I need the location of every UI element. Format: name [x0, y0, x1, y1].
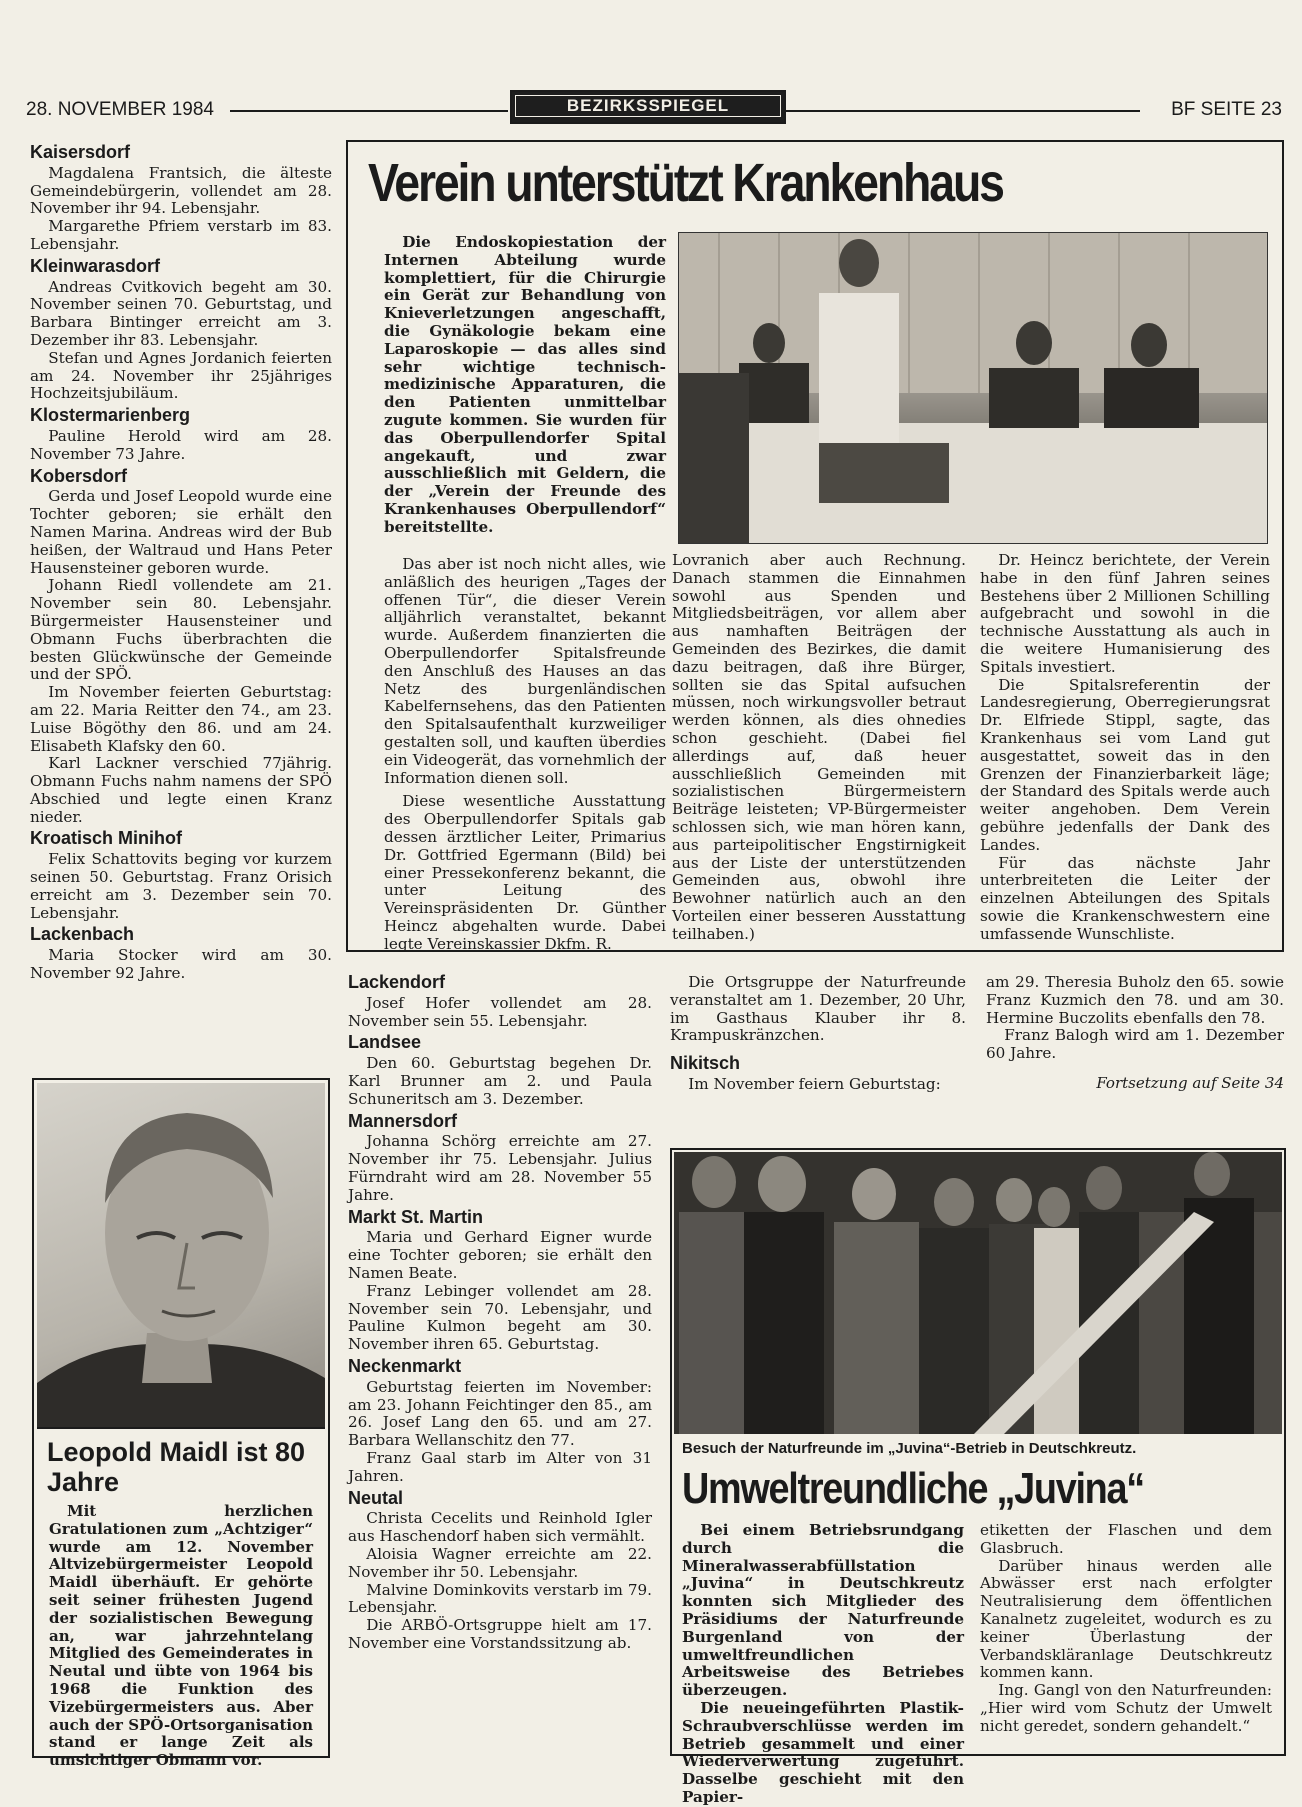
nikitsch-continuation	[986, 974, 1284, 1093]
notice-text: Maria Stocker wird am 30. November 92 Jahre.	[30, 946, 332, 983]
hospital-headline: Verein unterstützt Krankenhaus	[368, 153, 1003, 213]
entry-kobersdorf	[30, 465, 332, 827]
entry-mannersdorf	[348, 1110, 652, 1205]
continued-note[interactable]: Fortsetzung auf Seite 34	[1096, 1073, 1284, 1092]
maidl-body	[37, 1497, 325, 1770]
header-rule-right	[784, 110, 1140, 112]
body-text: Bei einem Betriebsrundgang durch die Mineralwasserabfüllstation „Juvina“ in Deutschkreutz konnten sich Mitglieder des Präsidiums der Naturfreunde Burgenland von der umweltfreundlichen Arbeitsweise des Betriebes überzeugen.	[682, 1521, 964, 1700]
body-text: Lovranich aber auch Rechnung. Danach stammen die Einnahmen sowohl aus Spenden und Mitgliedsbeiträgen, vor allem aber aus namhaften Beiträgen der Gemeinden des Bezirkes, die damit dazu beitragen, daß ihre Bürger, sollten sie das Spital aufsuchen müssen, noch wirkungsvoller betraut werden können, als dies ohnedies schon geschieht. (Dabei fiel allerdings auf, daß heuer ausschließlich Gemeinden mit sozialistischen Bürgermeistern Beiträge leisteten; VP-Bürgermeister schlossen sich, wie man hören kann, aus parteipolitischer Engstirnigkeit aus der Liste der unterstützenden Gemeinden aus, obwohl ihre Bewohner natürlich auch an den Vorteilen einer besseren Ausstattung teilhaben.)	[672, 551, 966, 943]
notice-text: Franz Balogh wird am 1. Dezember 60 Jahre.	[986, 1026, 1284, 1063]
body-text: Dr. Heincz berichtete, der Verein habe in den fünf Jahren seines Bestehens über 2 Millionen Schilling aufgebracht und sowohl in die technische Ausstattung als auch in die weitere Humanisierung des Spitals investiert.	[980, 551, 1270, 676]
place-heading: Landsee	[348, 1032, 422, 1053]
entry-lackenbach	[30, 926, 332, 982]
hospital-column-3	[980, 552, 1270, 944]
place-heading: Klostermarienberg	[30, 405, 191, 426]
place-heading: Markt St. Martin	[348, 1206, 484, 1227]
notice-text: Maria und Gerhard Eigner wurde eine Tochter geboren; sie erhält den Namen Beate.	[348, 1228, 652, 1282]
place-heading: Kroatisch Minihof	[30, 828, 182, 849]
entry-kleinwarasdorf	[30, 255, 332, 403]
notice-text: Felix Schattovits beging vor kurzem seinen 50. Geburtstag. Franz Orisich erreicht am 3. Dezember sein 70. Lebensjahr.	[30, 850, 332, 922]
maidl-text: Mit herzlichen Gratulationen zum „Achtziger“ wurde am 12. November Altvizebürgermeister Leopold Maidl überhäuft. Er gehörte seit seiner frühesten Jugend der sozialistischen Bewegung an, war jahrzehntelang Mitglied des Gemeinderates in Neutal und übte von 1964 bis 1968 die Funktion des Vizebürgermeisters aus. Aber auch der SPÖ-Ortsorganisation stand er lange Zeit als umsichtiger Obmann vor.	[49, 1502, 313, 1770]
press-conference-photo	[678, 232, 1268, 544]
entry-kroatisch-minihof	[30, 830, 332, 922]
body-text: Das aber ist noch nicht alles, wie anläßlich des heurigen „Tages der offenen Tür“, die dieser Verein alljährlich veranstaltet, bekannt wurde. Außerdem finanzierten die Oberpullendorfer Spitalsfreunde den Anschluß des Hauses an das Netz des burgenländischen Kabelfernsehens, das den Patienten den Spitalsaufenthalt kurzweiliger gestalten soll, und kauften überdies ein Videogerät, das vornehmlich der Information dienen soll.	[384, 555, 666, 787]
page-number: BF SEITE 23	[1171, 99, 1282, 120]
notice-text: Franz Lebinger vollendet am 28. November sein 70. Lebensjahr, und Pauline Kulmon begeht am 30. November ihren 65. Geburtstag.	[348, 1281, 652, 1354]
body-text: etiketten der Flaschen und dem Glasbruch.	[980, 1521, 1272, 1557]
mid-column	[348, 970, 652, 1653]
hospital-article	[346, 140, 1284, 952]
place-heading: Lackenbach	[30, 924, 135, 945]
section-banner	[510, 90, 786, 124]
entry-landsee	[348, 1034, 652, 1108]
notice-text: Franz Gaal starb im Alter von 31 Jahren.	[348, 1448, 652, 1485]
notice-text: Karl Lackner verschied 77jährig. Obmann Fuchs nahm namens der SPÖ Abschied und legte einen Kranz nieder.	[30, 754, 332, 826]
notice-text: Stefan und Agnes Jordanich feierten am 24. November ihr 25jähriges Hochzeitsjubiläum.	[30, 348, 332, 403]
place-heading: Neutal	[348, 1487, 404, 1508]
notice-text: am 29. Theresia Buholz den 65. sowie Franz Kuzmich den 78. und am 30. Hermine Buczolits ebenfalls den 78.	[986, 973, 1284, 1027]
hospital-column-2	[672, 552, 966, 944]
entry-markt-st-martin	[348, 1206, 652, 1354]
maidl-headline: Leopold Maidl ist 80 Jahre	[47, 1437, 306, 1497]
juvina-column-2	[980, 1522, 1272, 1736]
hospital-column-1	[384, 556, 666, 954]
place-heading: Kaisersdorf	[30, 142, 131, 162]
section-title: BEZIRKSSPIEGEL	[515, 95, 781, 117]
place-heading: Mannersdorf	[348, 1110, 458, 1131]
factory-visit-photo	[674, 1152, 1282, 1434]
place-heading: Kleinwarasdorf	[30, 255, 161, 276]
notice-text: Josef Hofer vollendet am 28. November sein 55. Lebensjahr.	[348, 993, 652, 1030]
notice-text: Johann Riedl vollendete am 21. November sein 80. Lebensjahr. Bürgermeister Hausensteiner und Obmann Fuchs überbrachten die besten Glückwünsche der Gemeinde und der SPÖ.	[30, 576, 332, 684]
notice-text: Malvine Dominkovits verstarb im 79. Lebensjahr.	[348, 1580, 652, 1617]
notice-text: Im November feiern Geburtstag:	[688, 1074, 941, 1093]
entry-lackendorf	[348, 974, 652, 1030]
body-text: Die Spitalsreferentin der Landesregierung, Oberregierungsrat Dr. Elfriede Stippl, sagte, das Krankenhaus sei vom Land gut ausgestattet, soweit das in den Grenzen der Finanzierbarkeit läge; der Standard des Spitals werde auch weiter angehoben. Dem Verein gebühre jedenfalls der Dank des Landes.	[980, 675, 1270, 854]
body-text: Diese wesentliche Ausstattung des Oberpullendorfer Spitals gab dessen ärztlicher Leiter, Primarius Dr. Gottfried Egermann (Bild) bei einer Pressekonferenz bekannt, die unter Leitung des Vereinspräsidenten Dr. Günther Heincz abgehalten wurde. Dabei legte Vereinskassier Dkfm. R.	[384, 792, 666, 953]
place-heading: Kobersdorf	[30, 465, 128, 486]
left-column	[30, 140, 332, 983]
entry-kaisersdorf	[30, 144, 332, 254]
entry-neutal	[348, 1487, 652, 1653]
maidl-text-box	[37, 1427, 325, 1770]
notice-text: Gerda und Josef Leopold wurde eine Tochter geboren; sie erhält den Namen Marina. Andreas wird der Bub heißen, der Waltraud und Hans Peter Hausensteiner geboren wurde.	[30, 487, 332, 577]
notice-text: Aloisia Wagner erreichte am 22. November ihr 50. Lebensjahr.	[348, 1544, 652, 1581]
place-heading: Nikitsch	[670, 1053, 741, 1074]
juvina-article	[670, 1148, 1286, 1806]
notice-text: Johanna Schörg erreichte am 27. November ihr 75. Lebensjahr. Julius Fürndraht wird am 28. November 55 Jahre.	[348, 1132, 652, 1204]
body-text: Die neueingeführten Plastik-Schraubverschlüsse werden im Betrieb gesammelt und einer Wiederverwertung zugeführt. Dasselbe geschieht mit den Papier-	[682, 1698, 964, 1806]
entry-klostermarienberg	[30, 407, 332, 463]
notice-text: Margarethe Pfriem verstarb im 83. Lebensjahr.	[30, 217, 332, 253]
lead-text: Die Endoskopiestation der Internen Abteilung wurde komplettiert, für die Chirurgie ein Gerät zur Behandlung von Knieverletzungen angeschafft, die Gynäkologie bekam eine Laparoskopie — das alles sind sehr wichtige technisch-medizinische Apparaturen, die den Patienten unmittelbar zugute kommen. Sie wurden für das Oberpullendorfer Spital angekauft, und zwar ausschließlich mit Geldern, die der „Verein der Freunde des Krankenhauses Oberpullendorf“ bereitstellte.	[384, 233, 666, 536]
place-heading: Neckenmarkt	[348, 1355, 462, 1376]
body-text: Ing. Gangl von den Naturfreunden: „Hier wird vom Schutz der Umwelt nicht geredet, sondern gehandelt.“	[980, 1681, 1272, 1735]
photo-caption: Besuch der Naturfreunde im „Juvina“-Betrieb in Deutschkreutz.	[682, 1440, 1137, 1457]
notice-text: Die Ortsgruppe der Naturfreunde veranstaltet am 1. Dezember, 20 Uhr, im Gasthaus Klauber ihr 8. Krampuskränzchen.	[670, 973, 966, 1045]
notice-text: Christa Cecelits und Reinhold Igler aus Haschendorf haben sich vermählt.	[348, 1509, 652, 1546]
body-text: Darüber hinaus werden alle Abwässer erst nach erfolgter Neutralisierung dem öffentlichen Kanalnetz zugeleitet, wodurch es zu keiner Überlastung der Verbandskläranlage Deutschkreutz kommen kann.	[980, 1556, 1272, 1682]
notice-text: Geburtstag feierten im November: am 23. Johann Feichtinger den 85., am 26. Josef Lang den 65. und am 27. Barbara Wellanschitz den 77.	[348, 1377, 652, 1450]
juvina-column-1	[682, 1522, 964, 1807]
notice-text: Die ARBÖ-Ortsgruppe hielt am 17. November eine Vorstandssitzung ab.	[348, 1616, 652, 1652]
factory-visit-illustration	[674, 1152, 1282, 1434]
portrait-illustration	[37, 1083, 325, 1427]
notice-text: Den 60. Geburtstag begehen Dr. Karl Brunner am 2. und Paula Schuneritsch am 3. Dezember.	[348, 1054, 652, 1108]
notice-text: Andreas Cvitkovich begeht am 30. November seinen 70. Geburtstag, und Barbara Bintinger erreicht am 3. Dezember ihr 83. Lebensjahr.	[30, 277, 332, 349]
hospital-lead	[384, 234, 666, 537]
body-text: Für das nächste Jahr unterbreiteten die Leiter der einzelnen Abteilungen des Spitals sowie die Krankenschwestern eine umfassende Wunschliste.	[980, 853, 1270, 943]
naturfreunde-notice	[670, 974, 966, 1094]
press-conference-illustration	[679, 233, 1267, 543]
juvina-headline: Umweltreundliche „Juvina“	[682, 1464, 1144, 1513]
issue-date: 28. NOVEMBER 1984	[26, 99, 214, 120]
place-heading: Lackendorf	[348, 972, 446, 992]
notice-text: Magdalena Frantsich, die älteste Gemeindebürgerin, vollendet am 28. November ihr 94. Lebensjahr.	[30, 163, 332, 218]
header-rule-left	[230, 110, 508, 112]
maidl-article	[32, 1078, 330, 1770]
notice-text: Pauline Herold wird am 28. November 73 Jahre.	[30, 426, 332, 463]
entry-neckenmarkt	[348, 1355, 652, 1486]
portrait-photo	[37, 1083, 325, 1427]
notice-text: Im November feierten Geburtstag: am 22. Maria Reitter den 74., am 23. Luise Bögöthy den 86. und am 24. Elisabeth Klafsky den 60.	[30, 683, 332, 755]
